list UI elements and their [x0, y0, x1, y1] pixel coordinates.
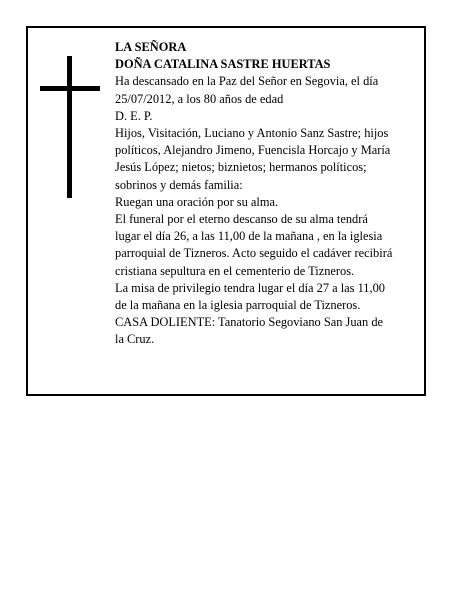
cross-icon [40, 56, 100, 198]
notice-header-name: DOÑA CATALINA SASTRE HUERTAS [115, 57, 331, 72]
notice-line: cristiana sepultura en el cementerio de Tizneros. [115, 263, 355, 278]
notice-line: D. E. P. [115, 108, 153, 123]
notice-line: parroquial de Tizneros. Acto seguido el cadáver recibirá [115, 246, 393, 261]
notice-line: CASA DOLIENTE: Tanatorio Segoviano San Juan de [115, 315, 384, 330]
cross-vertical-bar [67, 56, 72, 198]
notice-line: Jesús López; nietos; biznietos; hermanos políticos; [115, 160, 367, 175]
notice-line: de la mañana en la iglesia parroquial de Tizneros. [115, 298, 361, 313]
notice-line: lugar el día 26, a las 11,00 de la mañana , en la iglesia [115, 229, 383, 244]
notice-text [115, 39, 421, 349]
obituary-notice [26, 26, 426, 396]
cross-horizontal-bar [40, 86, 100, 91]
notice-line: la Cruz. [115, 332, 155, 347]
notice-line: Ha descansado en la Paz del Señor en Segovia, el día [115, 74, 379, 89]
notice-line: 25/07/2012, a los 80 años de edad [115, 91, 284, 106]
notice-line: políticos, Alejandro Jimeno, Fuencisla Horcajo y María [115, 143, 391, 158]
notice-line: sobrinos y demás familia: [115, 177, 243, 192]
notice-line: El funeral por el eterno descanso de su alma tendrá [115, 212, 368, 227]
notice-header-title: LA SEÑORA [115, 40, 187, 54]
notice-line: Hijos, Visitación, Luciano y Antonio Sanz Sastre; hijos [115, 126, 389, 141]
notice-line: La misa de privilegio tendra lugar el día 27 a las 11,00 [115, 280, 385, 295]
notice-line: Ruegan una oración por su alma. [115, 194, 279, 209]
